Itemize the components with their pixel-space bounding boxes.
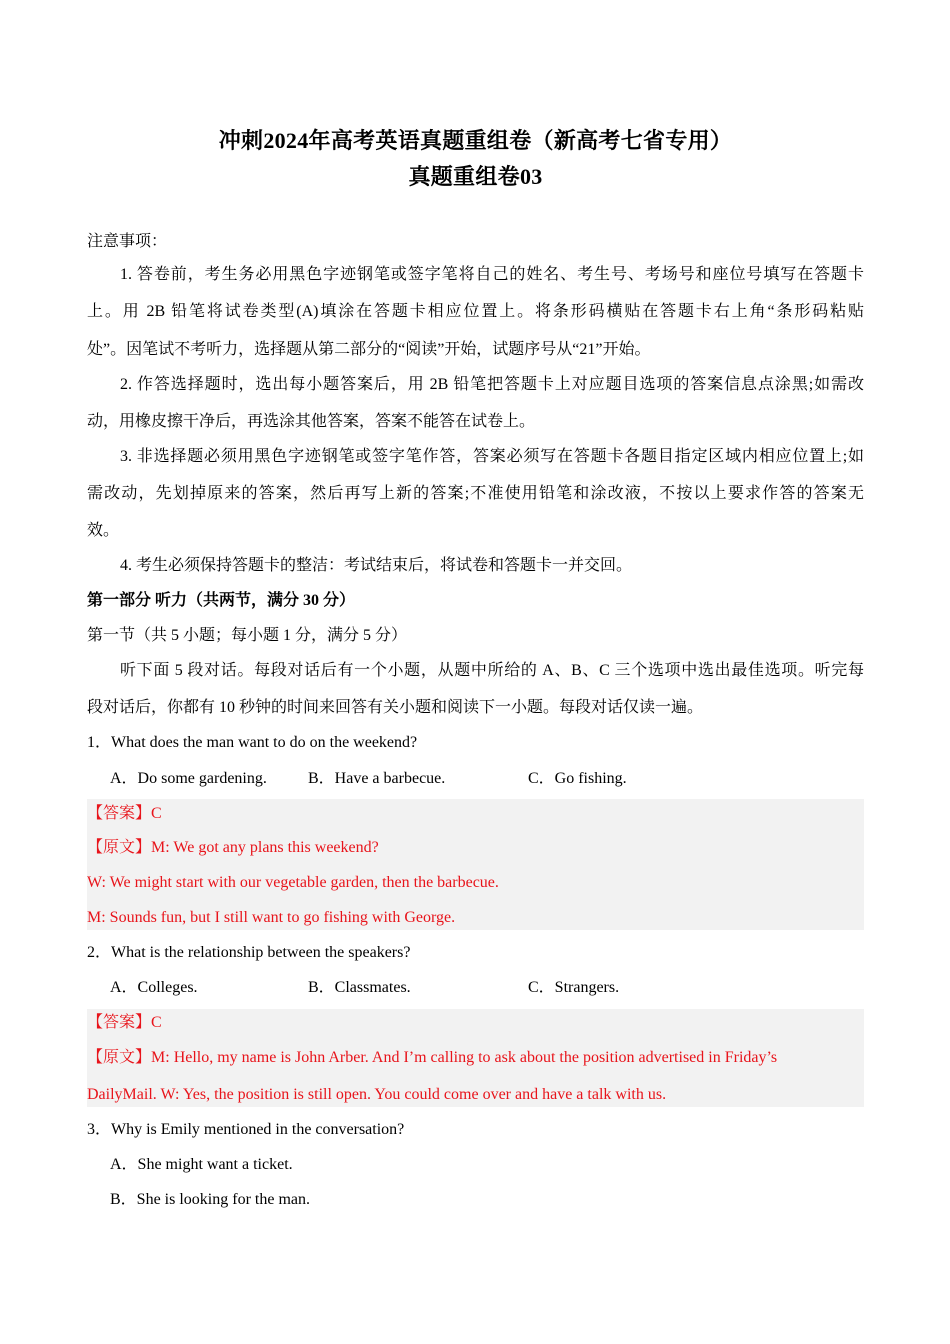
note-1-line-2: 上。用 2B 铅笔将试卷类型(A)填涂在答题卡相应位置上。将条形码横贴在答题卡右上角“条形码粘贴 [87,303,864,320]
transcript-label: 【原文】 [87,1049,152,1066]
transcript-label: 【原文】 [87,839,152,856]
question-2-answer: 【答案】C [87,1014,162,1031]
transcript-text: M: Hello, my name is John Arber. And I’m calling to ask about the position advertised in Friday’s [151,1049,778,1066]
question-2-transcript-line-2: DailyMail. W: Yes, the position is still open. You could come over and have a talk with us. [87,1086,667,1103]
part1-heading: 第一部分 听力（共两节，满分 30 分） [87,592,356,609]
exam-title: 冲刺2024年高考英语真题重组卷（新高考七省专用） [218,128,733,153]
note-2-line-2: 动，用橡皮擦干净后，再选涂其他答案，答案不能答在试卷上。 [87,413,536,430]
question-1-answer: 【答案】C [87,805,162,822]
note-2-line-1: 2. 作答选择题时，选出每小题答案后，用 2B 铅笔把答题卡上对应题目选项的答案信息点涂黑;如需改 [120,376,864,393]
note-3-line-1: 3. 非选择题必须用黑色字迹钢笔或签字笔作答，答案必须写在答题卡各题目指定区域内相应位置上;如 [120,448,864,465]
exam-subtitle: 真题重组卷03 [408,164,543,189]
question-1-option-b: B．Have a barbecue. [308,770,446,787]
notes-heading: 注意事项： [87,233,168,250]
question-2-answer-box [87,1009,864,1107]
note-4: 4. 考生必须保持答题卡的整洁：考试结束后，将试卷和答题卡一并交回。 [120,557,633,574]
question-1-answer-box [87,799,864,930]
question-2-option-c: C．Strangers. [528,979,620,996]
instructions-line-1: 听下面 5 段对话。每段对话后有一个小题，从题中所给的 A、B、C 三个选项中选出最佳选项。听完每 [120,662,864,679]
section1-heading: 第一节（共 5 小题；每小题 1 分，满分 5 分） [87,627,408,644]
question-2-option-b: B．Classmates. [308,979,411,996]
question-1-transcript-line-1 [87,836,864,860]
question-1-option-a: A．Do some gardening. [110,770,267,787]
note-3-line-3: 效。 [87,522,120,539]
note-1-line-1: 1. 答卷前，考生务必用黑色字迹钢笔或签字笔将自己的姓名、考生号、考场号和座位号填写在答题卡 [120,266,864,283]
note-3-line-2: 需改动，先划掉原来的答案，然后再写上新的答案;不准使用铅笔和涂改液，不按以上要求作答的答案无 [87,485,864,502]
question-1-stem: 1．What does the man want to do on the weekend? [87,734,418,751]
question-3-option-a: A．She might want a ticket. [110,1156,293,1173]
question-3-option-b: B．She is looking for the man. [110,1191,310,1208]
question-1-transcript-line-3: M: Sounds fun, but I still want to go fishing with George. [87,909,456,926]
question-1-option-c: C．Go fishing. [528,770,627,787]
question-2-stem: 2．What is the relationship between the speakers? [87,944,411,961]
question-2-transcript-line-1 [87,1046,864,1070]
transcript-text: M: We got any plans this weekend? [151,839,379,856]
question-1-transcript-line-2: W: We might start with our vegetable garden, then the barbecue. [87,874,499,891]
instructions-line-2: 段对话后，你都有 10 秒钟的时间来回答有关小题和阅读下一小题。每段对话仅读一遍。 [87,699,704,716]
note-1-line-3: 处”。因笔试不考听力，选择题从第二部分的“阅读”开始，试题序号从“21”开始。 [87,341,651,358]
question-2-option-a: A．Colleges. [110,979,198,996]
question-3-stem: 3．Why is Emily mentioned in the conversation? [87,1121,405,1138]
